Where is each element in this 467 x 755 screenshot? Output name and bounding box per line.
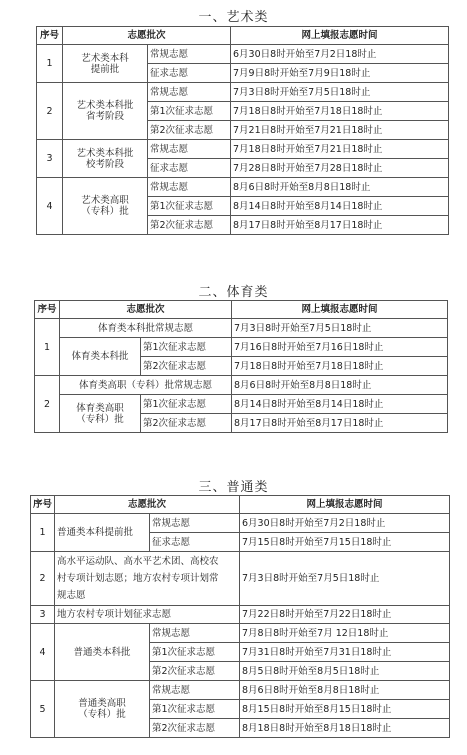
header-batch: 志愿批次 [60,301,232,319]
table-row [31,681,450,700]
header-time: 网上填报志愿时间 [232,301,448,319]
sub-batch-cell: 第1次征求志愿 [141,338,232,357]
general-schedule-table [30,495,450,738]
batch-cell: 艺术类本科批 校考阶段 [63,140,148,178]
batch-cell: 普通类高职 （专科）批 [55,681,150,738]
section-title-art: 一、艺术类 [198,10,269,25]
table-row [35,319,448,338]
sub-batch-cell: 常规志愿 [150,624,240,643]
batch-cell: 艺术类本科 提前批 [63,45,148,83]
time-cell: 8月18日8时开始至8月18日18时止 [240,719,450,738]
batch-cell: 普通类本科批 [55,624,150,681]
section-title-sports: 二、体育类 [198,285,269,300]
art-schedule-table [36,26,449,235]
time-cell: 8月14日8时开始至8月14日18时止 [231,197,449,216]
time-cell: 6月30日8时开始至7月2日18时止 [240,514,450,533]
table-header-row [37,27,449,45]
row-number: 2 [35,376,60,433]
table-header-row [31,496,450,514]
sub-batch-cell: 常规志愿 [150,514,240,533]
header-number: 序号 [37,27,63,45]
table-row [31,606,450,624]
table-row [35,338,448,357]
sub-batch-cell: 第2次征求志愿 [150,662,240,681]
batch-cell: 体育类本科批常规志愿 [60,319,232,338]
time-cell: 7月8日8时开始至7月 12日18时止 [240,624,450,643]
table-row [37,140,449,159]
time-cell: 7月18日8时开始至7月21日18时止 [231,140,449,159]
sub-batch-cell: 常规志愿 [148,178,231,197]
sub-batch-cell: 第1次征求志愿 [148,197,231,216]
time-cell: 7月31日8时开始至7月31日18时止 [240,643,450,662]
table-row [31,624,450,643]
time-cell: 8月15日8时开始至8月15日18时止 [240,700,450,719]
section-title-general: 三、普通类 [198,480,269,495]
time-cell: 7月28日8时开始至7月28日18时止 [231,159,449,178]
sub-batch-cell: 第1次征求志愿 [150,700,240,719]
row-number: 5 [31,681,55,738]
row-number: 2 [37,83,63,140]
row-number: 1 [37,45,63,83]
row-number: 2 [31,552,55,606]
time-cell: 8月5日8时开始至8月5日18时止 [240,662,450,681]
table-row [37,178,449,197]
sub-batch-cell: 第2次征求志愿 [150,719,240,738]
sub-batch-cell: 征求志愿 [148,159,231,178]
time-cell: 7月15日8时开始至7月15日18时止 [240,533,450,552]
sub-batch-cell: 第1次征求志愿 [148,102,231,121]
time-cell: 8月6日8时开始至8月8日18时止 [240,681,450,700]
row-number: 4 [31,624,55,681]
batch-cell: 地方农村专项计划征求志愿 [55,606,240,624]
time-cell: 6月30日8时开始至7月2日18时止 [231,45,449,64]
time-cell: 7月21日8时开始至7月21日18时止 [231,121,449,140]
batch-cell: 体育类高职 （专科）批 [60,395,141,433]
sub-batch-cell: 第2次征求志愿 [141,357,232,376]
table-row [31,552,450,606]
table-header-row [35,301,448,319]
time-cell: 8月17日8时开始至8月17日18时止 [231,216,449,235]
time-cell: 7月9日8时开始至7月9日18时止 [231,64,449,83]
row-number: 1 [35,319,60,376]
table-row [37,83,449,102]
batch-cell: 艺术类本科批 省考阶段 [63,83,148,140]
sub-batch-cell: 第2次征求志愿 [141,414,232,433]
time-cell: 7月3日8时开始至7月5日18时止 [240,552,450,606]
time-cell: 7月22日8时开始至7月22日18时止 [240,606,450,624]
time-cell: 7月18日8时开始至7月18日18时止 [232,357,448,376]
batch-cell: 艺术类高职 （专科）批 [63,178,148,235]
header-number: 序号 [31,496,55,514]
sub-batch-cell: 常规志愿 [148,83,231,102]
time-cell: 8月6日8时开始至8月8日18时止 [231,178,449,197]
row-number: 4 [37,178,63,235]
time-cell: 7月3日8时开始至7月5日18时止 [231,83,449,102]
sub-batch-cell: 常规志愿 [148,45,231,64]
row-number: 1 [31,514,55,552]
sub-batch-cell: 第2次征求志愿 [148,216,231,235]
header-batch: 志愿批次 [55,496,240,514]
header-batch: 志愿批次 [63,27,231,45]
batch-cell: 高水平运动队、高水平艺术团、高校农 村专项计划志愿；地方农村专项计划常 规志愿 [55,552,240,606]
header-time: 网上填报志愿时间 [240,496,450,514]
batch-cell: 普通类本科提前批 [55,514,150,552]
time-cell: 8月14日8时开始至8月14日18时止 [232,395,448,414]
time-cell: 7月3日8时开始至7月5日18时止 [232,319,448,338]
header-time: 网上填报志愿时间 [231,27,449,45]
sub-batch-cell: 第1次征求志愿 [150,643,240,662]
table-row [35,376,448,395]
sub-batch-cell: 第1次征求志愿 [141,395,232,414]
sub-batch-cell: 常规志愿 [150,681,240,700]
sub-batch-cell: 常规志愿 [148,140,231,159]
batch-cell: 体育类本科批 [60,338,141,376]
time-cell: 7月16日8时开始至7月16日18时止 [232,338,448,357]
table-row [35,395,448,414]
sub-batch-cell: 第2次征求志愿 [148,121,231,140]
table-row [31,514,450,533]
time-cell: 8月17日8时开始至8月17日18时止 [232,414,448,433]
time-cell: 8月6日8时开始至8月8日18时止 [232,376,448,395]
sub-batch-cell: 征求志愿 [148,64,231,83]
sports-schedule-table [34,300,448,433]
header-number: 序号 [35,301,60,319]
row-number: 3 [37,140,63,178]
time-cell: 7月18日8时开始至7月18日18时止 [231,102,449,121]
sub-batch-cell: 征求志愿 [150,533,240,552]
batch-cell: 体育类高职（专科）批常规志愿 [60,376,232,395]
row-number: 3 [31,606,55,624]
table-row [37,45,449,64]
